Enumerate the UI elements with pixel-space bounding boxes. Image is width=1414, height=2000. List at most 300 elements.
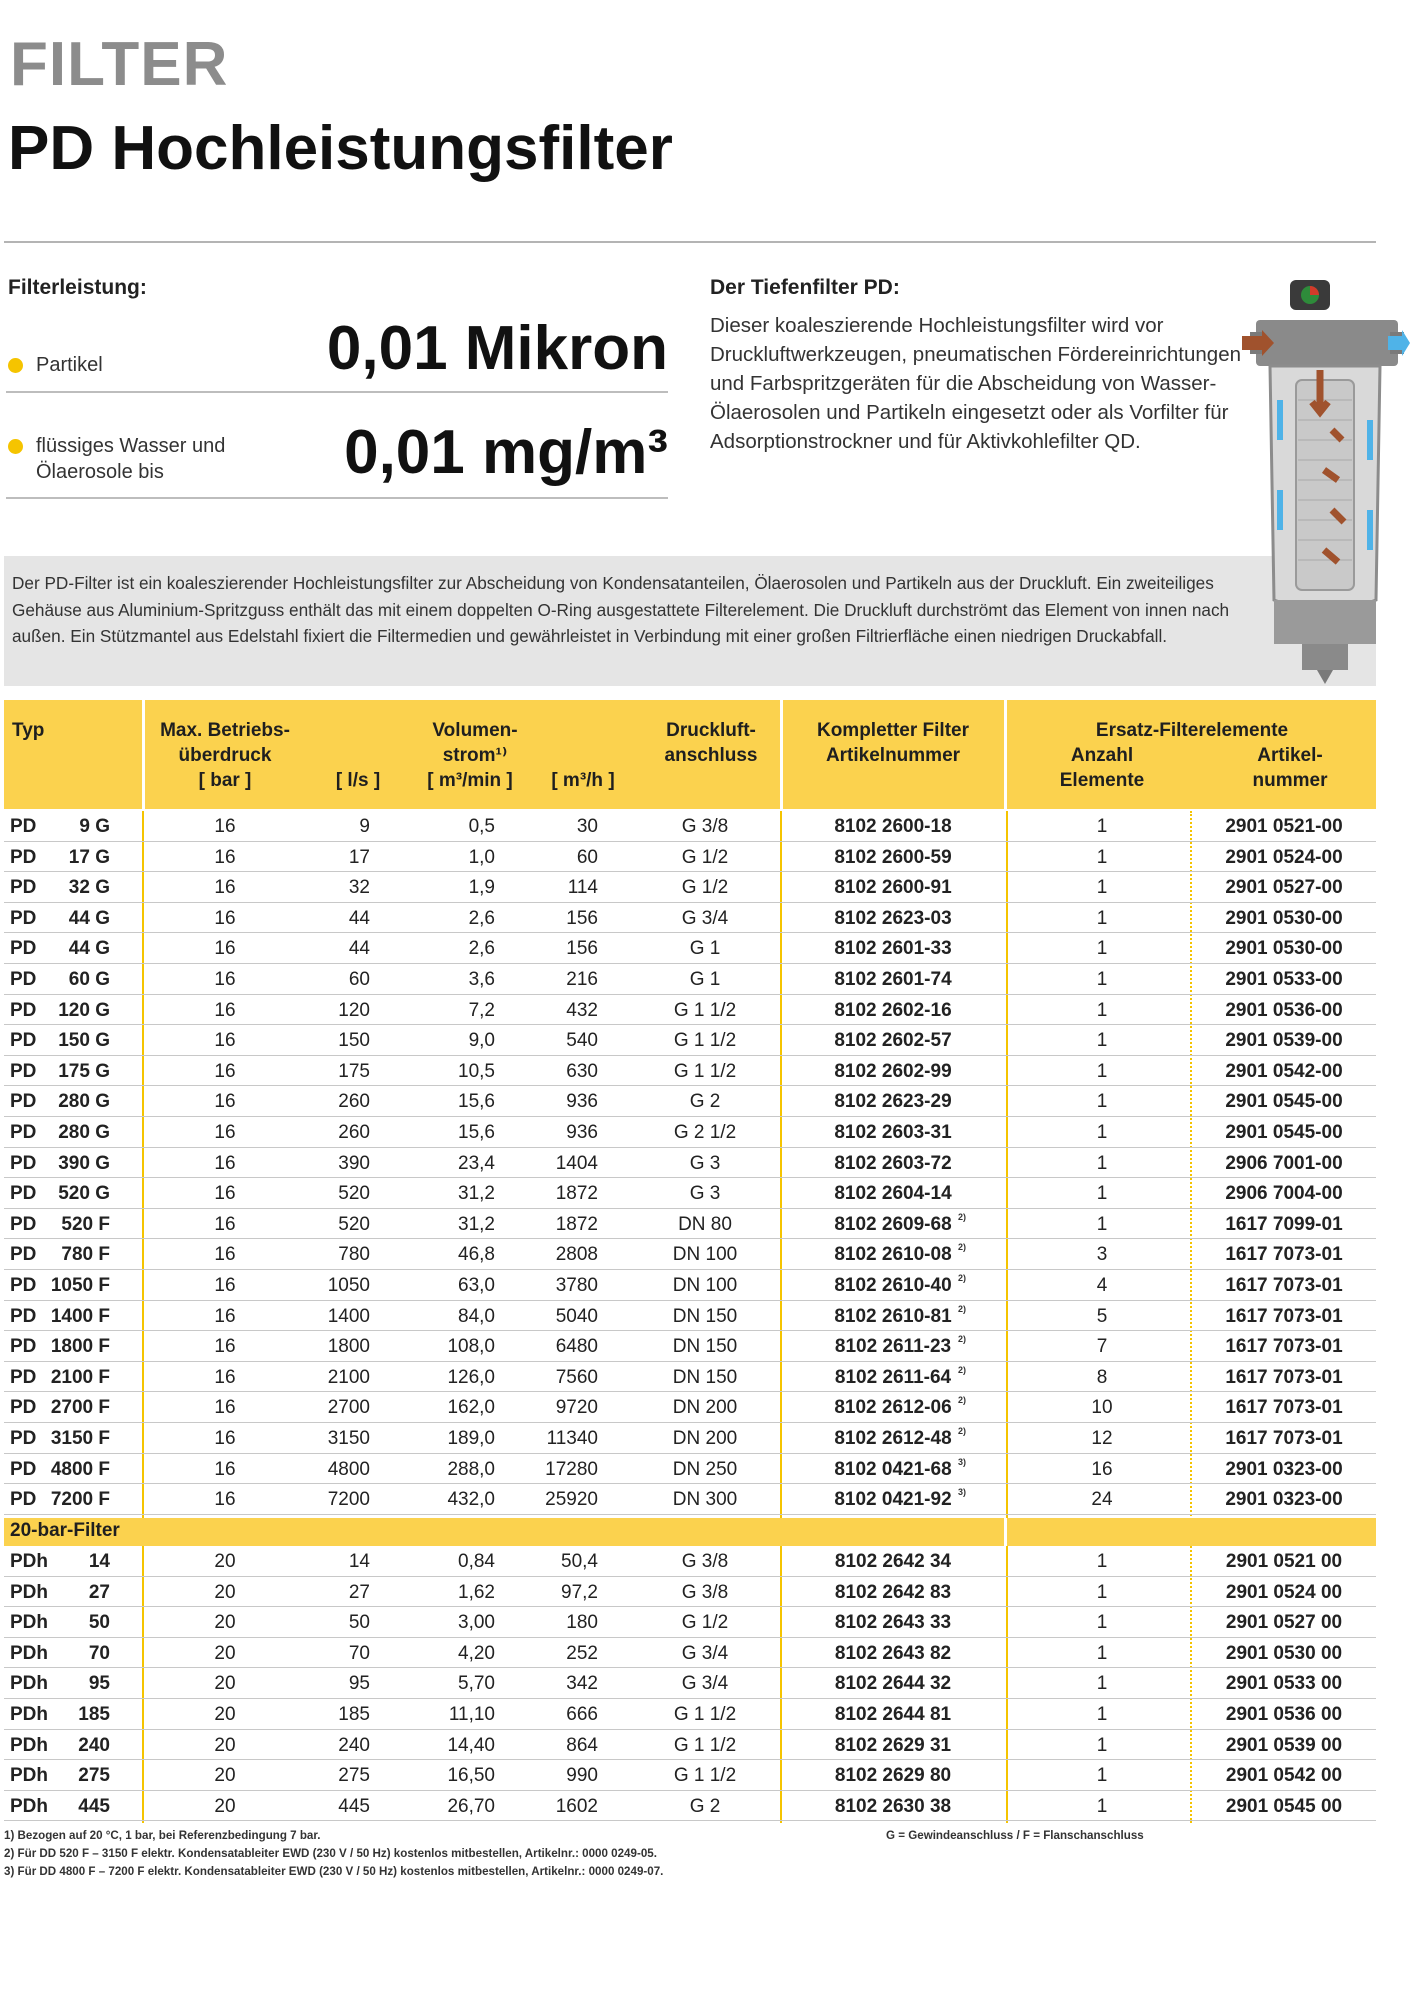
cell-size: 280 G [58,1122,110,1143]
cell-prefix: PD [10,1336,37,1358]
cell-size: 32 G [68,877,110,899]
cell-bar: 16 [214,1244,236,1266]
bullet-icon [8,358,23,373]
footnote-marker: 2) [958,1395,967,1406]
header-article-2: Artikelnummer [825,745,961,766]
cell-count: 1 [1096,1642,1108,1664]
cell-bar: 16 [214,1183,236,1205]
cell-bar: 16 [214,999,236,1021]
cell-bar: 20 [214,1642,236,1664]
cell-conn: G 1 1/2 [673,999,737,1021]
header-spare-count-1: Anzahl [1070,745,1134,766]
cell-size: 2100 F [50,1366,110,1388]
cell-bar: 16 [214,1060,236,1082]
cell-article: 8102 2610-81 [834,1305,952,1327]
cell-spare: 2901 0545-00 [1225,1122,1343,1143]
cell-m3h: 156 [566,907,598,929]
cell-bar: 20 [214,1795,236,1817]
header-connection-1: Druckluft- [666,720,756,741]
cell-prefix: PD [10,1060,37,1082]
cell-count: 1 [1096,1612,1108,1634]
cell-m3h: 25920 [545,1489,598,1511]
cell-size: 14 [88,1551,110,1572]
cell-spare: 2901 0536-00 [1225,999,1343,1021]
performance-label-oil: flüssiges Wasser und Ölaerosole bis [36,435,226,483]
cell-count: 1 [1096,1060,1108,1082]
cell-ls: 175 [338,1060,370,1082]
cell-m3h: 1872 [555,1183,598,1205]
cell-count: 1 [1096,907,1108,929]
cell-bar: 16 [214,907,236,929]
cell-m3min: 3,6 [468,969,495,990]
header-flow-ls: [ l/s ] [335,770,381,791]
footnote-marker: 2) [958,1273,967,1283]
cell-ls: 3150 [327,1428,370,1449]
cell-conn: DN 250 [672,1458,738,1480]
cell-conn: DN 100 [672,1275,738,1296]
column-separator [780,700,783,809]
cell-article: 8102 2610-08 [834,1244,952,1266]
cell-spare: 1617 7073-01 [1225,1428,1343,1449]
cell-bar: 16 [214,1336,236,1358]
cell-article: 8102 2604-14 [834,1183,952,1205]
cell-count: 24 [1091,1489,1113,1511]
cell-conn: G 3/4 [681,1642,729,1664]
cell-m3min: 1,9 [468,877,495,899]
cell-count: 1 [1096,1152,1108,1174]
performance-value-particles: 0,01 Mikron [326,314,668,383]
header-flow-m3min: [ m³/min ] [427,770,513,791]
cell-prefix: PD [10,1030,37,1052]
cell-count: 4 [1096,1275,1108,1296]
cell-size: 520 F [61,1213,110,1235]
row-divider [4,1330,1376,1331]
cell-prefix: PDh [10,1673,48,1695]
row-divider [4,1422,1376,1423]
cell-prefix: PD [10,1366,37,1388]
cell-bar: 16 [214,1030,236,1052]
header-pressure-2: überdruck [178,745,272,766]
column-separator [142,700,145,809]
cell-ls: 95 [348,1673,370,1695]
header-spare-article-1: Artikel- [1257,745,1323,766]
cell-article: 8102 2644 81 [834,1704,952,1725]
cell-conn: G 3/8 [681,816,729,837]
cell-size: 95 [88,1673,110,1695]
row-divider [4,1024,1376,1025]
cell-ls: 1050 [327,1275,370,1296]
footnote-marker: 3) [958,1487,967,1498]
cell-count: 1 [1096,1122,1108,1143]
header-spare-count-2: Elemente [1059,770,1145,791]
cell-conn: G 3/4 [681,907,729,929]
cell-m3min: 84,0 [458,1305,495,1327]
cell-m3min: 15,6 [458,1091,495,1113]
row-divider [4,1055,1376,1056]
cell-count: 1 [1096,846,1108,868]
cell-count: 1 [1096,1551,1108,1572]
cell-m3h: 156 [566,938,598,960]
cell-size: 27 [88,1581,110,1603]
cell-size: 390 G [58,1152,110,1174]
cell-article: 8102 0421-68 [834,1458,952,1480]
cell-ls: 14 [348,1551,370,1572]
cell-count: 1 [1096,1213,1108,1235]
row-divider [4,871,1376,872]
cell-ls: 240 [338,1734,370,1756]
cell-m3h: 11340 [546,1428,598,1449]
cell-size: 4800 F [50,1458,110,1480]
header-flow-m3h: [ m³/h ] [551,770,615,791]
cell-m3min: 4,20 [458,1642,495,1664]
cell-ls: 32 [348,877,370,899]
cell-article: 8102 2642 34 [834,1551,952,1572]
cell-m3min: 23,4 [458,1152,495,1174]
cell-size: 780 F [61,1244,110,1266]
cell-count: 10 [1091,1397,1113,1419]
cell-spare: 2906 7004-00 [1225,1183,1343,1205]
cell-prefix: PDh [10,1795,48,1817]
cell-m3h: 342 [566,1673,598,1695]
cell-count: 1 [1096,1030,1108,1052]
cell-count: 1 [1096,877,1108,899]
cell-m3min: 16,50 [447,1765,495,1787]
cell-m3h: 50,4 [561,1551,598,1572]
cell-article: 8102 2600-18 [834,816,952,837]
divider [6,391,668,393]
cell-spare: 2901 0323-00 [1225,1458,1343,1480]
cell-spare: 2901 0536 00 [1225,1704,1343,1725]
cell-spare: 2906 7001-00 [1225,1152,1343,1174]
cell-conn: G 3/4 [681,1673,729,1695]
cell-ls: 390 [338,1152,370,1174]
cell-conn: G 1/2 [681,877,729,899]
cell-m3min: 10,5 [458,1060,495,1082]
row-divider [4,1667,1376,1668]
cell-m3h: 6480 [555,1336,598,1358]
cell-bar: 16 [214,938,236,960]
info-text: Der PD-Filter ist ein koaleszierender Hochleistungsfilter zur Abscheidung von Kondensatanteilen, Ölaerosolen und Partikeln aus der Druckluft. Ein zweiteiliges Gehäuse aus Aluminium-Spritzguss enthält das mit einem doppelten O-Ring ausgestattete Filterelement. Die Druckluft durchströmt das Element von innen nach außen. Ein Stützmantel aus Edelstahl fixiert die Filtermedien und gewährleistet in Verbindung mit einer großen Filtrierfläche einen niedrigen Druckabfall. [12,573,1230,646]
cell-ls: 4800 [327,1458,370,1480]
cell-m3min: 126,0 [447,1366,495,1388]
cell-m3h: 936 [566,1122,598,1143]
footnote-marker: 2) [958,1303,967,1314]
cell-m3h: 2808 [555,1244,598,1266]
cell-prefix: PDh [10,1612,48,1634]
cell-spare: 2901 0527 00 [1225,1612,1343,1634]
cell-spare: 2901 0527-00 [1225,877,1343,899]
row-divider [4,1238,1376,1239]
cell-prefix: PD [10,1458,37,1480]
footnote-marker: 2) [958,1426,967,1436]
cell-count: 7 [1096,1336,1108,1358]
cell-ls: 520 [338,1183,370,1205]
cell-article: 8102 2601-74 [834,969,952,990]
cell-spare: 2901 0521-00 [1225,816,1343,837]
cell-prefix: PDh [10,1765,48,1787]
row-divider [4,1820,1376,1821]
cell-ls: 260 [338,1091,370,1113]
cell-size: 1050 F [50,1275,110,1296]
cell-m3min: 26,70 [447,1795,495,1817]
cell-m3min: 15,6 [458,1122,495,1143]
header-flow-2: strom¹⁾ [442,745,508,766]
cell-size: 175 G [58,1060,110,1082]
cell-m3min: 108,0 [447,1336,495,1358]
cell-m3h: 630 [566,1060,598,1082]
cell-prefix: PDh [10,1734,48,1756]
cell-m3h: 990 [566,1765,598,1787]
cell-count: 16 [1091,1458,1113,1480]
bullet-icon [8,439,23,454]
cell-spare: 2901 0323-00 [1225,1489,1343,1511]
cell-conn: DN 150 [672,1366,738,1388]
cell-article: 8102 2629 31 [834,1734,952,1756]
cell-count: 1 [1096,969,1108,990]
cell-article: 8102 2611-64 [834,1366,952,1388]
cell-bar: 16 [214,816,236,837]
row-divider [4,932,1376,933]
row-divider [4,1483,1376,1484]
row-divider [4,1177,1376,1178]
cell-ls: 2100 [327,1366,370,1388]
cell-size: 7200 F [50,1489,110,1511]
footnote-marker: 2) [958,1242,967,1253]
cell-article: 8102 2602-57 [834,1030,952,1052]
cell-size: 1800 F [50,1336,110,1358]
footnote: 1) Bezogen auf 20 °C, 1 bar, bei Referenzbedingung 7 bar. [4,1829,321,1842]
cell-article: 8102 2612-06 [834,1397,952,1419]
cell-size: 3150 F [50,1428,110,1449]
cell-spare: 2901 0533 00 [1225,1673,1343,1695]
cell-prefix: PD [10,907,37,929]
cell-conn: G 3 [689,1152,721,1174]
row-divider [4,1759,1376,1760]
cell-bar: 16 [214,1458,236,1480]
cell-ls: 1400 [327,1305,370,1327]
cell-m3min: 432,0 [447,1489,495,1511]
cell-size: 44 G [68,907,110,929]
cell-prefix: PD [10,816,37,837]
cell-size: 150 G [58,1030,110,1052]
cell-spare: 1617 7073-01 [1225,1397,1343,1419]
cell-size: 520 G [58,1183,110,1205]
cell-article: 8102 2600-59 [834,846,952,868]
cell-bar: 16 [214,969,236,990]
cell-conn: G 1/2 [681,846,729,868]
cell-conn: G 1 [689,969,721,990]
cell-conn: G 2 [689,1795,721,1817]
row-divider [4,1637,1376,1638]
cell-size: 50 [88,1612,110,1634]
cell-spare: 1617 7073-01 [1225,1244,1343,1266]
header-spare: Ersatz-Filterelemente [1095,720,1289,741]
cell-m3min: 1,0 [468,846,495,868]
row-divider [4,841,1376,842]
cell-count: 1 [1096,1765,1108,1787]
footnote-marker: 3) [958,1456,967,1467]
footnote-marker: 2) [958,1211,967,1222]
cell-prefix: PD [10,1489,37,1511]
cell-ls: 260 [338,1122,370,1143]
cell-article: 8102 2630 38 [834,1795,952,1817]
cell-prefix: PD [10,969,37,990]
cell-article: 8102 2603-72 [834,1152,952,1174]
cell-bar: 16 [214,846,236,868]
cell-spare: 1617 7099-01 [1225,1213,1343,1235]
cell-prefix: PD [10,1244,37,1266]
cell-spare: 2901 0545-00 [1225,1091,1343,1113]
cell-count: 1 [1096,1091,1108,1113]
cell-size: 17 G [68,846,110,868]
cell-spare: 2901 0542 00 [1225,1765,1343,1787]
cell-conn: DN 150 [672,1305,738,1327]
cell-article: 8102 2602-99 [834,1060,952,1082]
cell-bar: 16 [214,1397,236,1419]
cell-count: 5 [1096,1305,1108,1327]
row-divider [4,1300,1376,1301]
cell-conn: DN 200 [672,1397,738,1419]
cell-bar: 16 [214,1091,236,1113]
cell-size: 9 G [79,816,110,837]
cell-ls: 9 [359,816,370,837]
cell-size: 120 G [58,999,110,1021]
header-article-1: Kompletter Filter [816,720,970,741]
cell-conn: G 2 [689,1091,721,1113]
cell-ls: 780 [338,1244,370,1266]
column-separator [1004,700,1007,809]
cell-conn: DN 200 [672,1428,738,1449]
row-divider [4,1453,1376,1454]
cell-prefix: PD [10,938,37,960]
cell-ls: 150 [338,1030,370,1052]
cell-spare: 2901 0533-00 [1225,969,1343,990]
cell-count: 1 [1096,999,1108,1021]
cell-spare: 2901 0545 00 [1225,1795,1343,1817]
cell-size: 1400 F [50,1305,110,1327]
cell-spare: 2901 0542-00 [1225,1060,1343,1082]
section-label: 20-bar-Filter [10,1520,120,1541]
cell-ls: 44 [348,938,370,960]
performance-label-particles: Partikel [36,354,103,376]
cell-prefix: PD [10,1428,37,1449]
cell-conn: G 3/8 [681,1581,729,1603]
legend: G = Gewindeanschluss / F = Flanschanschluss [886,1829,1144,1842]
cell-m3h: 9720 [555,1397,598,1419]
row-divider [4,1790,1376,1791]
cell-article: 8102 2609-68 [834,1213,952,1235]
cell-prefix: PD [10,846,37,868]
row-divider [4,1116,1376,1117]
cell-prefix: PDh [10,1581,48,1603]
row-divider [4,902,1376,903]
cell-m3min: 3,00 [458,1612,495,1634]
cell-bar: 16 [214,1428,236,1449]
cell-prefix: PDh [10,1704,48,1725]
header-connection-2: anschluss [664,745,758,766]
cell-conn: G 1/2 [681,1612,729,1634]
filter-cutaway-illustration [1240,270,1410,690]
divider [6,497,668,499]
cell-size: 44 G [68,938,110,960]
cell-bar: 16 [214,1122,236,1143]
cell-m3h: 17280 [545,1458,598,1480]
cell-m3h: 5040 [555,1305,598,1327]
cell-ls: 275 [338,1765,370,1787]
cell-count: 1 [1096,1673,1108,1695]
cell-conn: DN 150 [672,1336,738,1358]
cell-m3min: 46,8 [458,1244,495,1266]
cell-m3h: 666 [566,1704,598,1725]
cell-bar: 16 [214,1489,236,1511]
cell-bar: 16 [214,877,236,899]
cell-size: 2700 F [50,1397,110,1419]
depth-filter-heading: Der Tiefenfilter PD: [710,276,900,299]
cell-count: 1 [1096,938,1108,960]
cell-size: 185 [78,1704,110,1725]
cell-m3min: 11,10 [448,1704,495,1725]
depth-filter-text: Dieser koaleszierende Hochleistungsfilter wird vor Druckluftwerkzeugen, pneumatischen Fördereinrichtungen und Farbspritzgeräten für die Abscheidung von Wasser-Ölaerosolen und Partikeln eingesetzt oder als Vorfilter für Adsorptionstrockner und für Aktivkohlefilter QD. [710,314,1242,453]
cell-m3h: 60 [576,846,598,868]
cell-size: 280 G [58,1091,110,1113]
cell-conn: G 2 1/2 [673,1122,737,1143]
cell-spare: 2901 0539 00 [1225,1734,1343,1756]
cell-prefix: PDh [10,1551,48,1572]
cell-bar: 16 [214,1152,236,1174]
cell-ls: 445 [338,1795,370,1817]
cell-m3min: 288,0 [447,1458,495,1480]
cell-bar: 16 [214,1275,236,1296]
cell-m3h: 114 [567,877,598,899]
cell-prefix: PD [10,1213,37,1235]
cell-ls: 185 [338,1704,370,1725]
cell-prefix: PD [10,1305,37,1327]
cell-spare: 2901 0521 00 [1225,1551,1343,1572]
cell-bar: 20 [214,1551,236,1572]
cell-article: 8102 2644 32 [834,1673,952,1695]
cell-m3min: 31,2 [458,1183,495,1205]
cell-bar: 20 [214,1704,236,1725]
row-divider [4,963,1376,964]
row-divider [4,1208,1376,1209]
row-divider [4,1514,1376,1515]
row-divider [4,1085,1376,1086]
cell-bar: 20 [214,1734,236,1756]
row-divider [4,1729,1376,1730]
cell-article: 8102 2623-03 [834,907,952,929]
footnote-marker: 2) [958,1334,967,1345]
cell-ls: 44 [348,907,370,929]
cell-conn: DN 80 [678,1213,732,1235]
cell-article: 8102 2600-91 [834,877,952,899]
cell-m3h: 864 [566,1734,598,1756]
cell-prefix: PD [10,877,37,899]
row-divider [4,1391,1376,1392]
cell-size: 60 G [68,969,110,990]
cell-m3h: 7560 [555,1366,598,1388]
cell-ls: 2700 [327,1397,370,1419]
performance-value-oil: 0,01 mg/m³ [344,418,668,487]
cell-m3h: 540 [566,1030,598,1052]
row-divider [4,1698,1376,1699]
cell-prefix: PDh [10,1642,48,1664]
cell-conn: G 1 1/2 [673,1030,737,1052]
cell-ls: 70 [348,1642,370,1664]
cell-m3min: 2,6 [468,907,495,929]
cell-article: 8102 2603-31 [834,1122,952,1143]
row-divider [4,1606,1376,1607]
cell-spare: 2901 0530 00 [1225,1642,1343,1664]
